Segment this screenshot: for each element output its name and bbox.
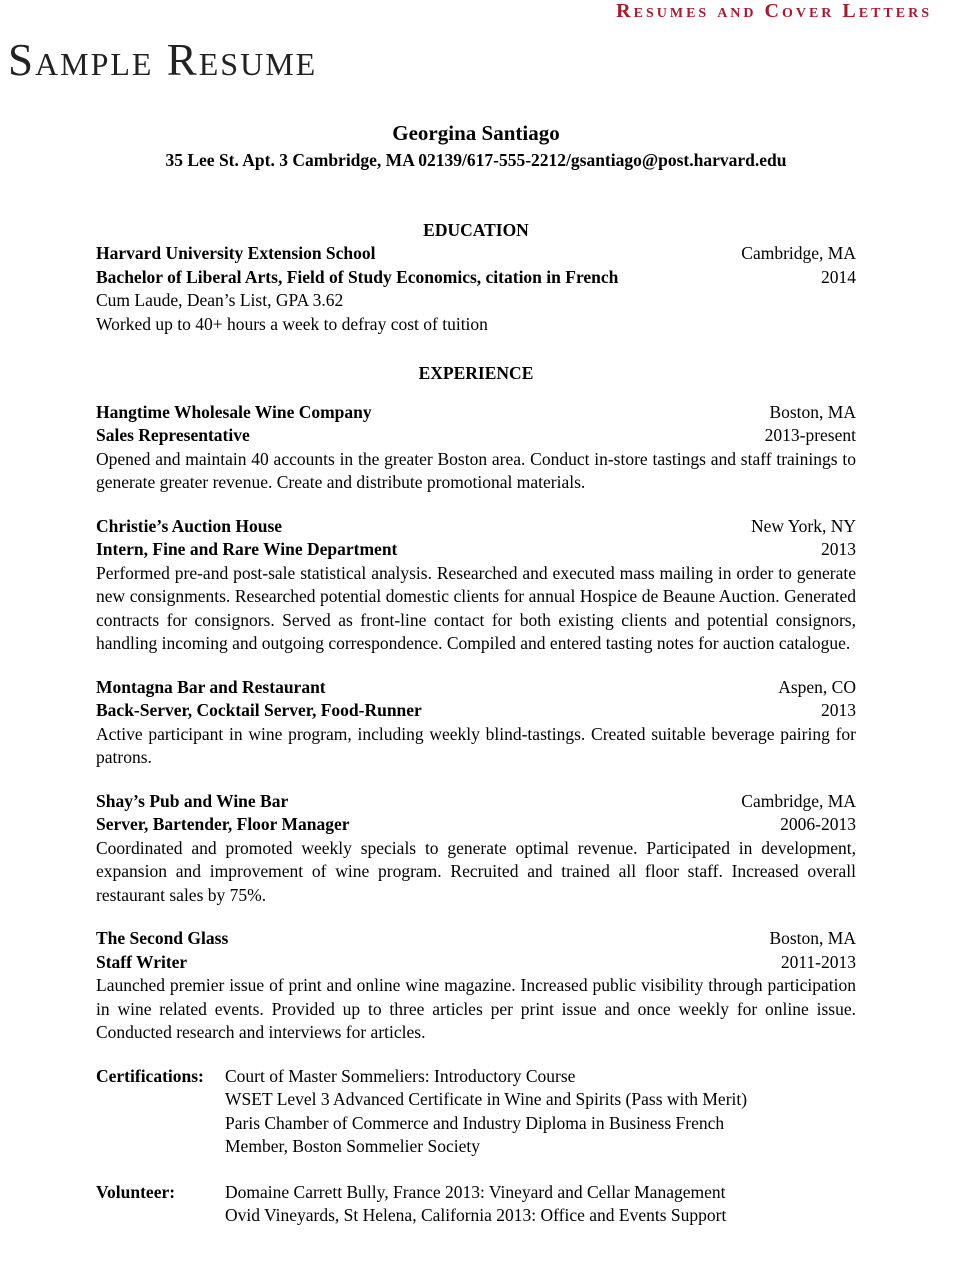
entry-title-row (96, 538, 856, 562)
experience-entry-second-glass (96, 927, 856, 1045)
entry-dates: 2006-2013 (780, 814, 856, 834)
volunteer-label: Volunteer: (96, 1181, 176, 1202)
experience-entry-shays (96, 790, 856, 908)
entry-title: Sales Representative (96, 425, 250, 445)
entry-company-row (96, 927, 856, 951)
entry-title: Server, Bartender, Floor Manager (96, 814, 350, 834)
entry-company: Hangtime Wholesale Wine Company (96, 401, 372, 422)
entry-description: Launched premier issue of print and online wine magazine. Increased public visibility through participation in wine related events. Provided up to three articles per print issue and once weekly for online issue. Conducted research and interviews for articles. (96, 975, 856, 1042)
entry-location: New York, NY (750, 515, 856, 536)
entry-company-row (96, 515, 856, 539)
entry-title-row (96, 699, 856, 723)
certification-line: Paris Chamber of Commerce and Industry Diploma in Business French (225, 1112, 725, 1133)
entry-description: Opened and maintain 40 accounts in the greater Boston area. Conduct in-store tastings and staff trainings to generate greater revenue. Create and distribute promotional materials. (96, 448, 856, 492)
entry-description: Active participant in wine program, including weekly blind-tastings. Created suitable beverage pairing for patrons. (96, 723, 856, 767)
education-degree: Bachelor of Liberal Arts, Field of Study Economics, citation in French (96, 266, 619, 287)
section-heading-education: EDUCATION (423, 219, 529, 240)
contact-name: Georgina Santiago (392, 121, 560, 145)
entry-company: The Second Glass (96, 928, 229, 948)
entry-location: Boston, MA (769, 928, 856, 948)
entry-company-row (96, 676, 856, 700)
volunteer-block (96, 1181, 856, 1228)
entry-company-row (96, 401, 856, 425)
page-title: Sample Resume (8, 35, 318, 85)
entry-title-row (96, 424, 856, 448)
entry-title-row (96, 813, 856, 837)
section-heading-experience: EXPERIENCE (418, 363, 534, 383)
entry-description: Coordinated and promoted weekly specials to generate optimal revenue. Participated in development, expansion and improvement of wine program. Recruited and trained all floor staff. Increased overall restaurant sales by 75%. (96, 837, 856, 905)
education-honors: Cum Laude, Dean’s List, GPA 3.62 (96, 290, 344, 310)
entry-dates: 2013-present (764, 425, 856, 445)
entry-location: Boston, MA (769, 401, 856, 422)
certifications-block (96, 1065, 856, 1159)
experience-entry-christies (96, 515, 856, 656)
resume-content (96, 120, 856, 1228)
volunteer-line: Ovid Vineyards, St Helena, California 2013: Office and Events Support (225, 1205, 727, 1225)
entry-company: Montagna Bar and Restaurant (96, 676, 326, 697)
education-note: Worked up to 40+ hours a week to defray cost of tuition (96, 313, 488, 334)
entry-company: Shay’s Pub and Wine Bar (96, 790, 289, 811)
certification-line: Member, Boston Sommelier Society (225, 1136, 480, 1156)
entry-title: Back-Server, Cocktail Server, Food-Runner (96, 700, 422, 720)
certifications-lines (225, 1065, 856, 1159)
entry-dates: 2013 (821, 700, 856, 720)
entry-dates: 2013 (821, 539, 856, 559)
entry-location: Cambridge, MA (741, 790, 856, 811)
volunteer-lines (225, 1181, 856, 1228)
header-category: Resumes and Cover Letters (616, 0, 932, 22)
education-year: 2014 (821, 266, 856, 287)
certifications-label: Certifications: (96, 1065, 204, 1086)
entry-title: Staff Writer (96, 951, 188, 972)
entry-description: Performed pre-and post-sale statistical analysis. Researched and executed mass mailing in order to generate new consignments. Researched potential domestic clients for annual Hospice de Beaune Auction. Generated contracts for consignors. Served as front-line contact for both existing clients and potential consignors, handling incoming and outgoing correspondence. Compiled and entered tasting notes for auction catalogue. (96, 562, 856, 653)
entry-company-row (96, 790, 856, 814)
entry-company: Christie’s Auction House (96, 515, 283, 536)
entry-title: Intern, Fine and Rare Wine Department (96, 539, 398, 559)
certification-line: WSET Level 3 Advanced Certificate in Wine and Spirits (Pass with Merit) (225, 1089, 748, 1109)
entry-dates: 2011-2013 (780, 951, 856, 972)
entry-location: Aspen, CO (778, 676, 856, 697)
experience-entry-montagna (96, 676, 856, 770)
education-location: Cambridge, MA (741, 243, 856, 263)
education-school-row (96, 242, 856, 266)
education-degree-row (96, 266, 856, 290)
contact-block (96, 120, 856, 173)
certification-line: Court of Master Sommeliers: Introductory Course (225, 1065, 576, 1086)
experience-entry-hangtime (96, 401, 856, 495)
volunteer-line: Domaine Carrett Bully, France 2013: Vineyard and Cellar Management (225, 1181, 726, 1202)
education-school: Harvard University Extension School (96, 243, 376, 263)
contact-address: 35 Lee St. Apt. 3 Cambridge, MA 02139/617-555-2212/gsantiago@post.harvard.edu (165, 150, 787, 170)
entry-title-row (96, 951, 856, 975)
